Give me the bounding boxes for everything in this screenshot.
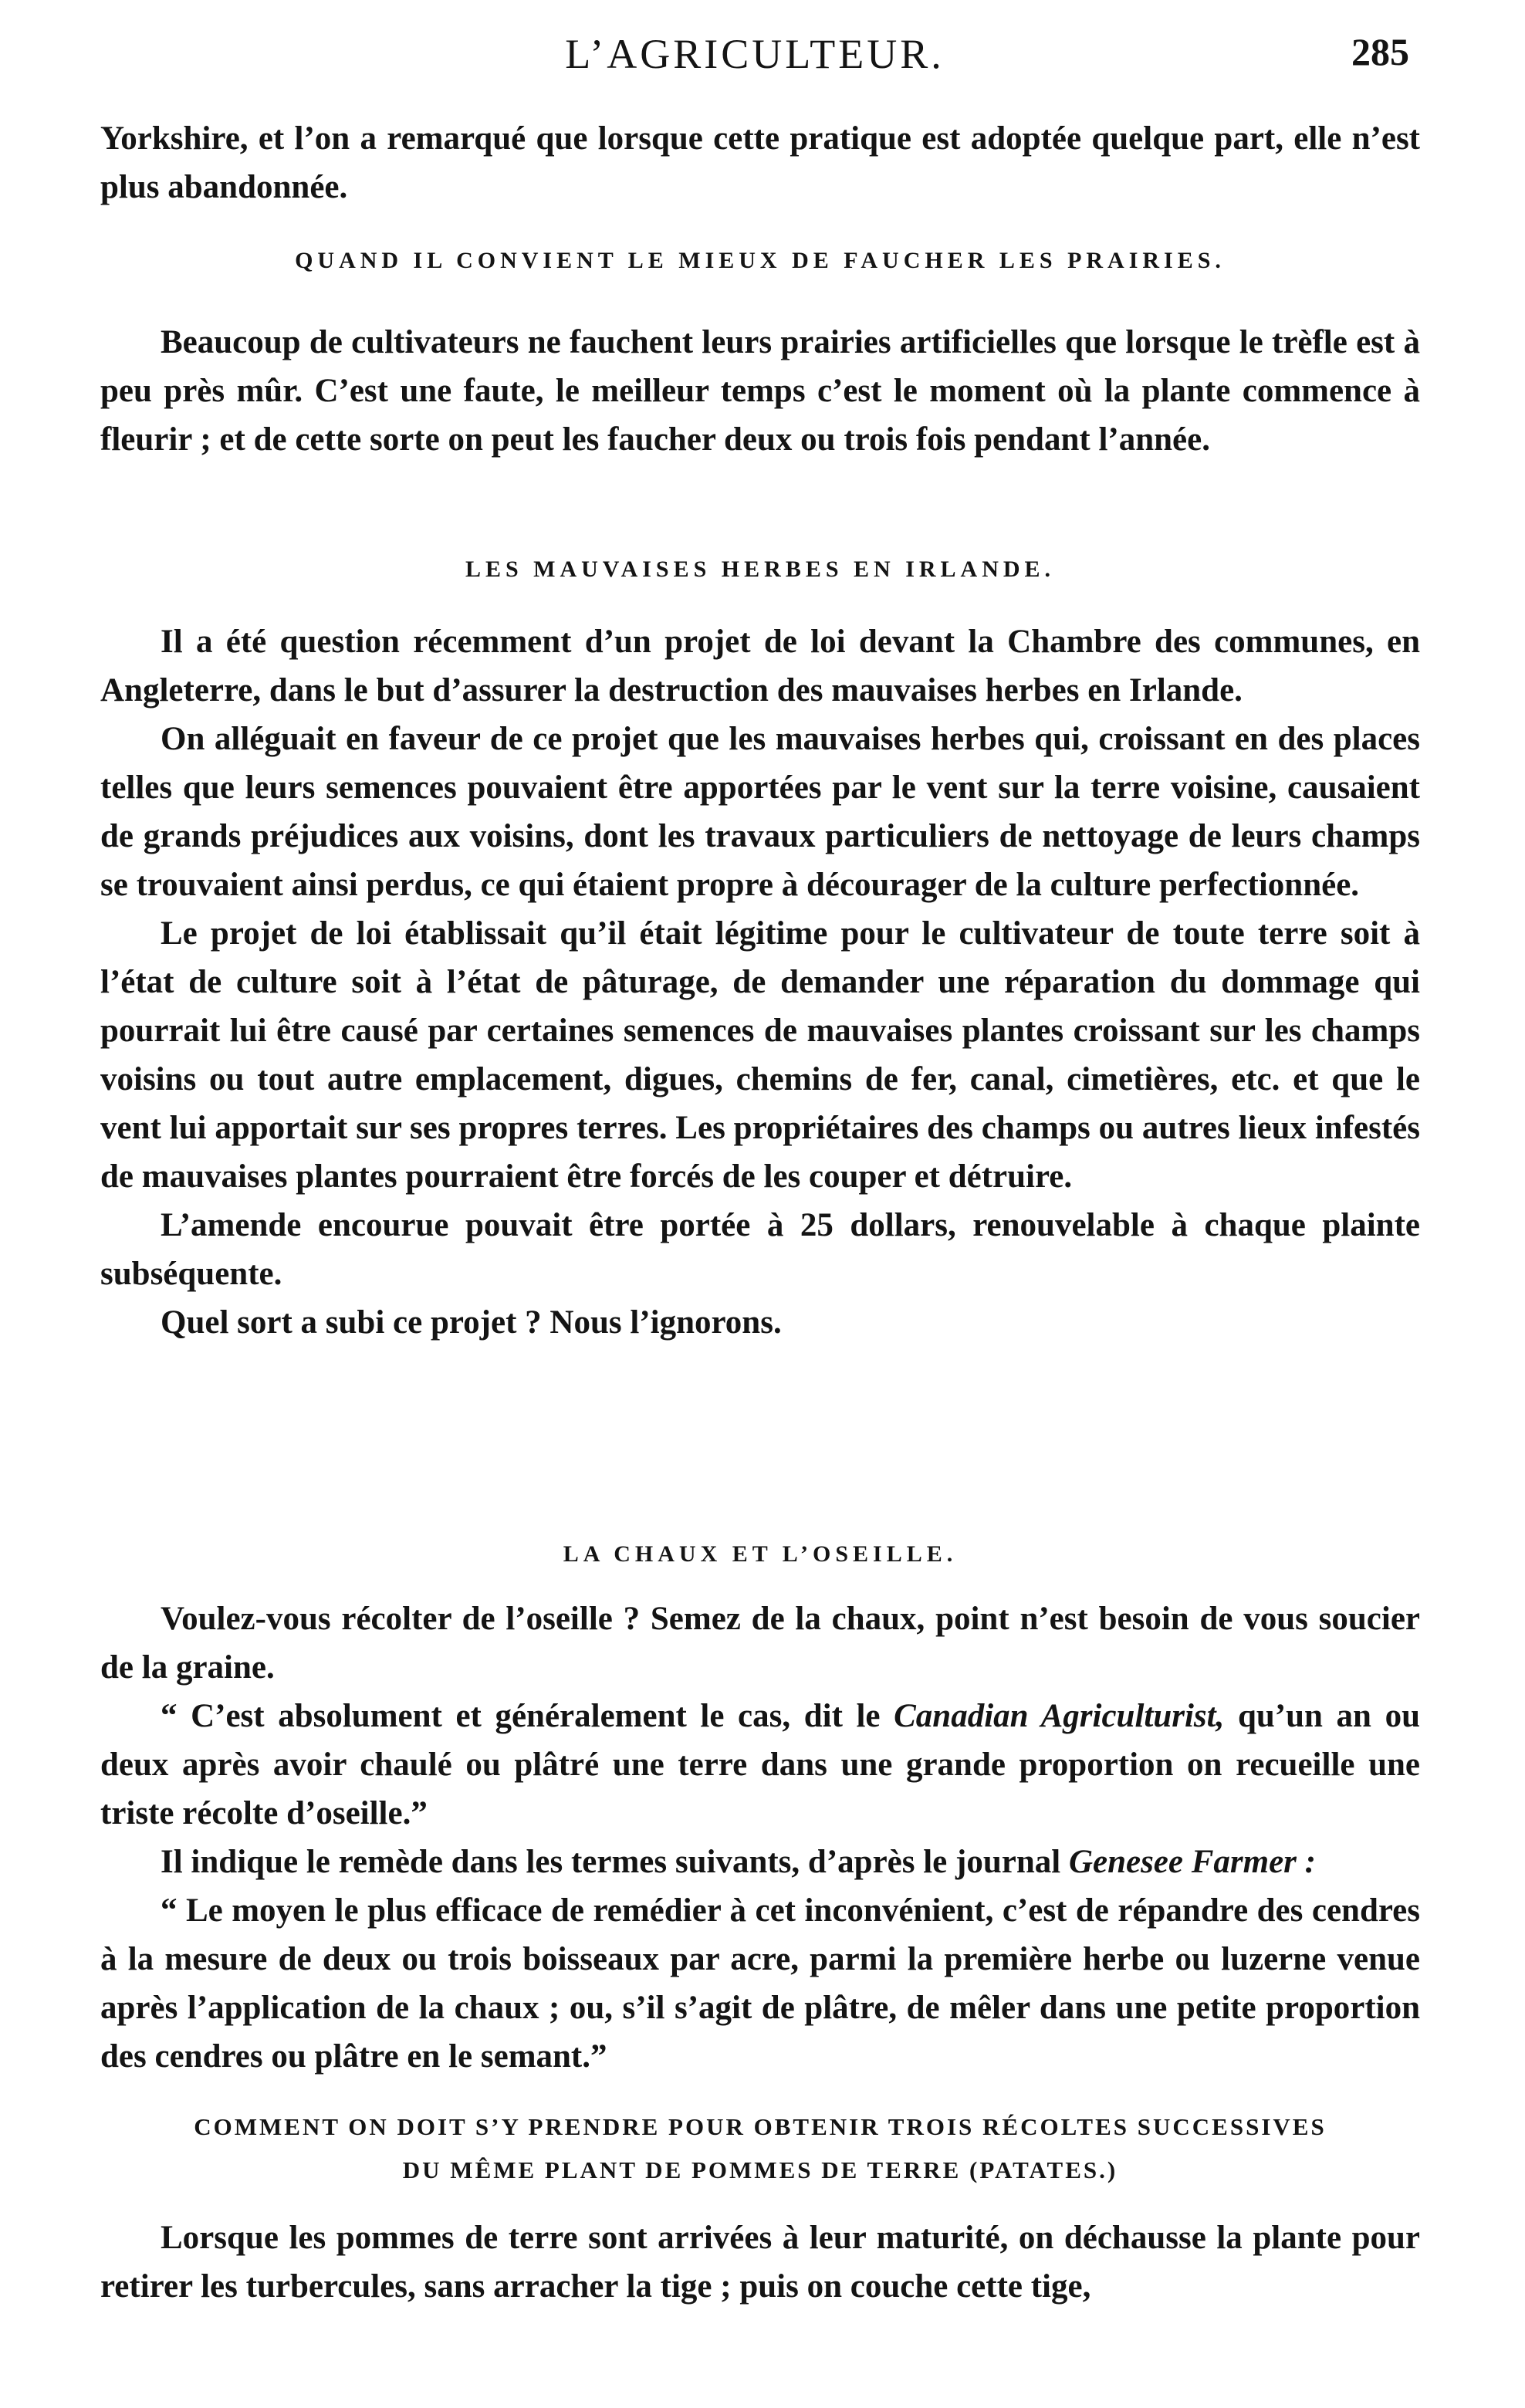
intro-paragraph: Yorkshire, et l’on a remarqué que lorsque cette pratique est adoptée quelque part, elle n’est plus abandonnée.: [100, 120, 1420, 205]
paragraph: Quel sort a subi ce projet ? Nous l’ignorons.: [161, 1304, 782, 1341]
paragraph: Lorsque les pommes de terre sont arrivées à leur maturité, on déchausse la plante pour retirer les turbercules, sans arracher la tige ; puis on couche cette tige,: [100, 2220, 1420, 2305]
section-herbes-body: [100, 617, 1420, 1347]
section-fauchage: [100, 245, 1420, 276]
paragraph: L’amende encourue pouvait être portée à 25 dollars, renouvelable à chaque plainte subséquente.: [100, 1207, 1420, 1292]
section-herbes: [100, 554, 1420, 585]
paragraph-quote: [100, 1692, 1420, 1838]
paragraph: Beaucoup de cultivateurs ne fauchent leurs prairies artificielles que lorsque le trèfle est à peu près mûr. C’est une faute, le meilleur temps c’est le moment où la plante commence à fleurir ; et de cette sorte on peut les faucher deux ou trois fois pendant l’année.: [100, 324, 1420, 458]
running-head: [100, 23, 1409, 85]
section-heading-pommes-line1: COMMENT ON DOIT S’Y PRENDRE POUR OBTENIR TROIS RÉCOLTES SUCCESSIVES: [194, 2113, 1327, 2140]
paragraph-text: Il indique le remède dans les termes suivants, d’après le journal: [161, 1844, 1069, 1880]
section-pommes: [100, 2105, 1420, 2192]
section-heading-fauchage: QUAND IL CONVIENT LE MIEUX DE FAUCHER LES PRAIRIES.: [295, 248, 1226, 273]
source-title: Genesee Farmer :: [1068, 1844, 1316, 1880]
section-chaux: [100, 1539, 1420, 1570]
section-pommes-body: [100, 2214, 1420, 2311]
section-heading-chaux: LA CHAUX ET L’OSEILLE.: [563, 1541, 958, 1567]
source-title: Canadian Agriculturist,: [894, 1698, 1225, 1734]
section-heading-herbes: LES MAUVAISES HERBES EN IRLANDE.: [465, 556, 1056, 582]
running-title: L’AGRICULTEUR.: [565, 31, 945, 77]
quote-text: qu’un an ou deux après avoir chaulé ou plâtré une terre dans une grande proportion on recueille une triste récolte d’oseille.”: [100, 1698, 1420, 1831]
paragraph: On alléguait en faveur de ce projet que les mauvaises herbes qui, croissant en des places telles que leurs semences pouvaient être apportées par le vent sur la terre voisine, causaient de grands préjudices aux voisins, dont les travaux particuliers de nettoyage de leurs champs se trouvaient ainsi perdus, ce qui étaient propre à décourager de la culture perfectionnée.: [100, 721, 1420, 903]
paragraph: Le projet de loi établissait qu’il était légitime pour le cultivateur de toute terre soit à l’état de culture soit à l’état de pâturage, de demander une réparation du dommage qui pourrait lui être causé par certaines semences de mauvaises plantes croissant sur les champs voisins ou tout autre emplacement, digues, chemins de fer, canal, cimetières, etc. et que le vent lui apportait sur ses propres terres. Les propriétaires des champs ou autres lieux infestés de mauvaises plantes pourraient être forcés de les couper et détruire.: [100, 915, 1420, 1195]
paragraph: [100, 1838, 1420, 1886]
page-number: 285: [1351, 30, 1409, 73]
section-heading-pommes-line2: DU MÊME PLANT DE POMMES DE TERRE (PATATES.): [402, 2156, 1118, 2183]
section-chaux-body: [100, 1595, 1420, 2081]
intro-block: [100, 114, 1420, 211]
quote-text: “ C’est absolument et généralement le cas, dit le: [161, 1698, 894, 1734]
section-fauchage-body: [100, 318, 1420, 464]
paragraph-quote: “ Le moyen le plus efficace de remédier à cet inconvénient, c’est de répandre des cendres à la mesure de deux ou trois boisseaux par acre, parmi la première herbe ou luzerne venue après l’application de la chaux ; ou, s’il s’agit de plâtre, de mêler dans une petite proportion des cendres ou plâtre en le semant.”: [100, 1892, 1420, 2075]
paragraph: Voulez-vous récolter de l’oseille ? Semez de la chaux, point n’est besoin de vous soucier de la graine.: [100, 1601, 1420, 1686]
paragraph: Il a été question récemment d’un projet de loi devant la Chambre des communes, en Angleterre, dans le but d’assurer la destruction des mauvaises herbes en Irlande.: [100, 624, 1420, 709]
